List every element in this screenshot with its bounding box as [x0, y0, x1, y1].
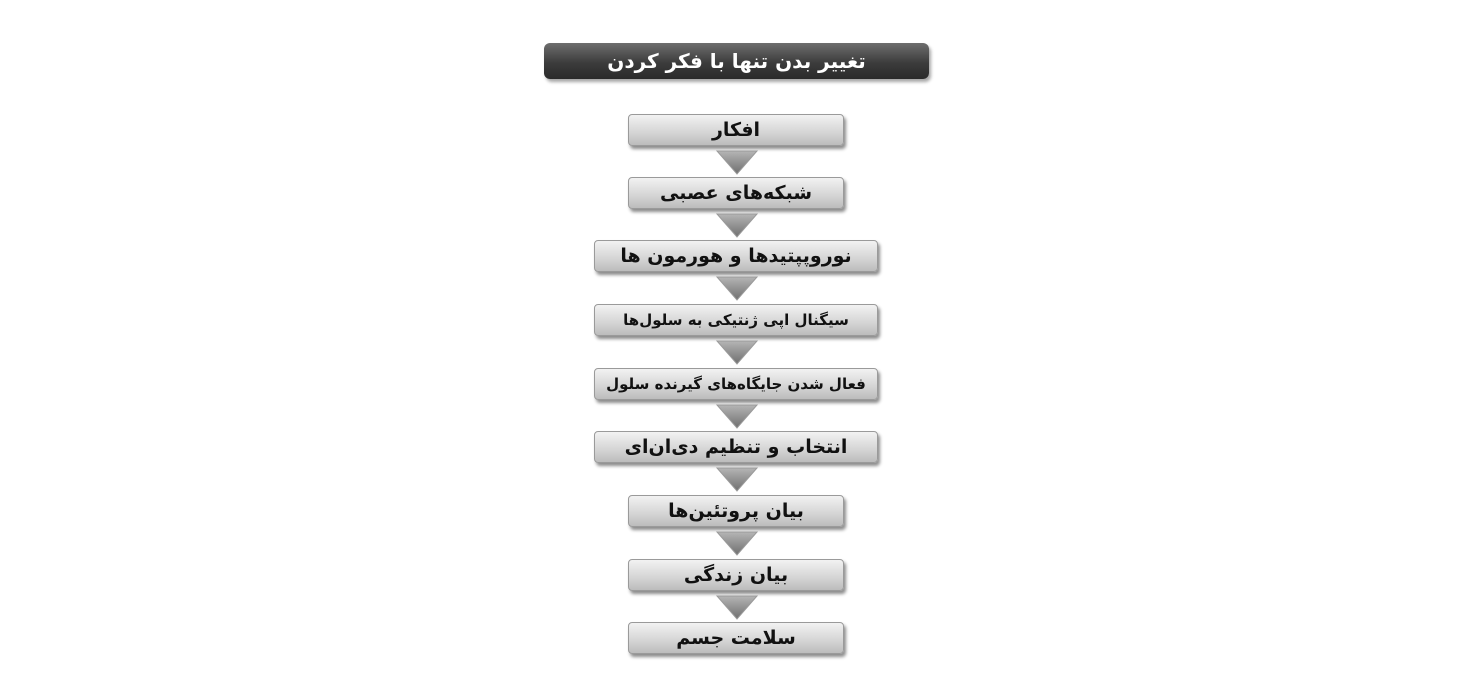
step-thoughts: افکار: [628, 114, 844, 146]
step-body-health: سلامت جسم: [628, 622, 844, 654]
arrow-1: [717, 151, 757, 174]
step-receptor-activation: فعال شدن جایگاه‌های گیرنده سلول: [594, 368, 878, 400]
arrow-2: [717, 214, 757, 237]
diagram-title: تغییر بدن تنها با فکر کردن: [544, 43, 929, 79]
arrow-3: [717, 277, 757, 300]
step-protein-expression: بیان پروتئین‌ها: [628, 495, 844, 527]
arrow-6: [717, 468, 757, 491]
step-neuropeptides-hormones: نوروپپتیدها و هورمون ها: [594, 240, 878, 272]
arrow-4: [717, 341, 757, 364]
arrow-7: [717, 532, 757, 555]
step-epigenetic-signal: سیگنال اپی ژنتیکی به سلول‌ها: [594, 304, 878, 336]
step-neural-networks: شبکه‌های عصبی: [628, 177, 844, 209]
step-dna-selection: انتخاب و تنظیم دی‌ان‌ای: [594, 431, 878, 463]
step-life-expression: بیان زندگی: [628, 559, 844, 591]
arrow-5: [717, 405, 757, 428]
arrow-8: [717, 596, 757, 619]
